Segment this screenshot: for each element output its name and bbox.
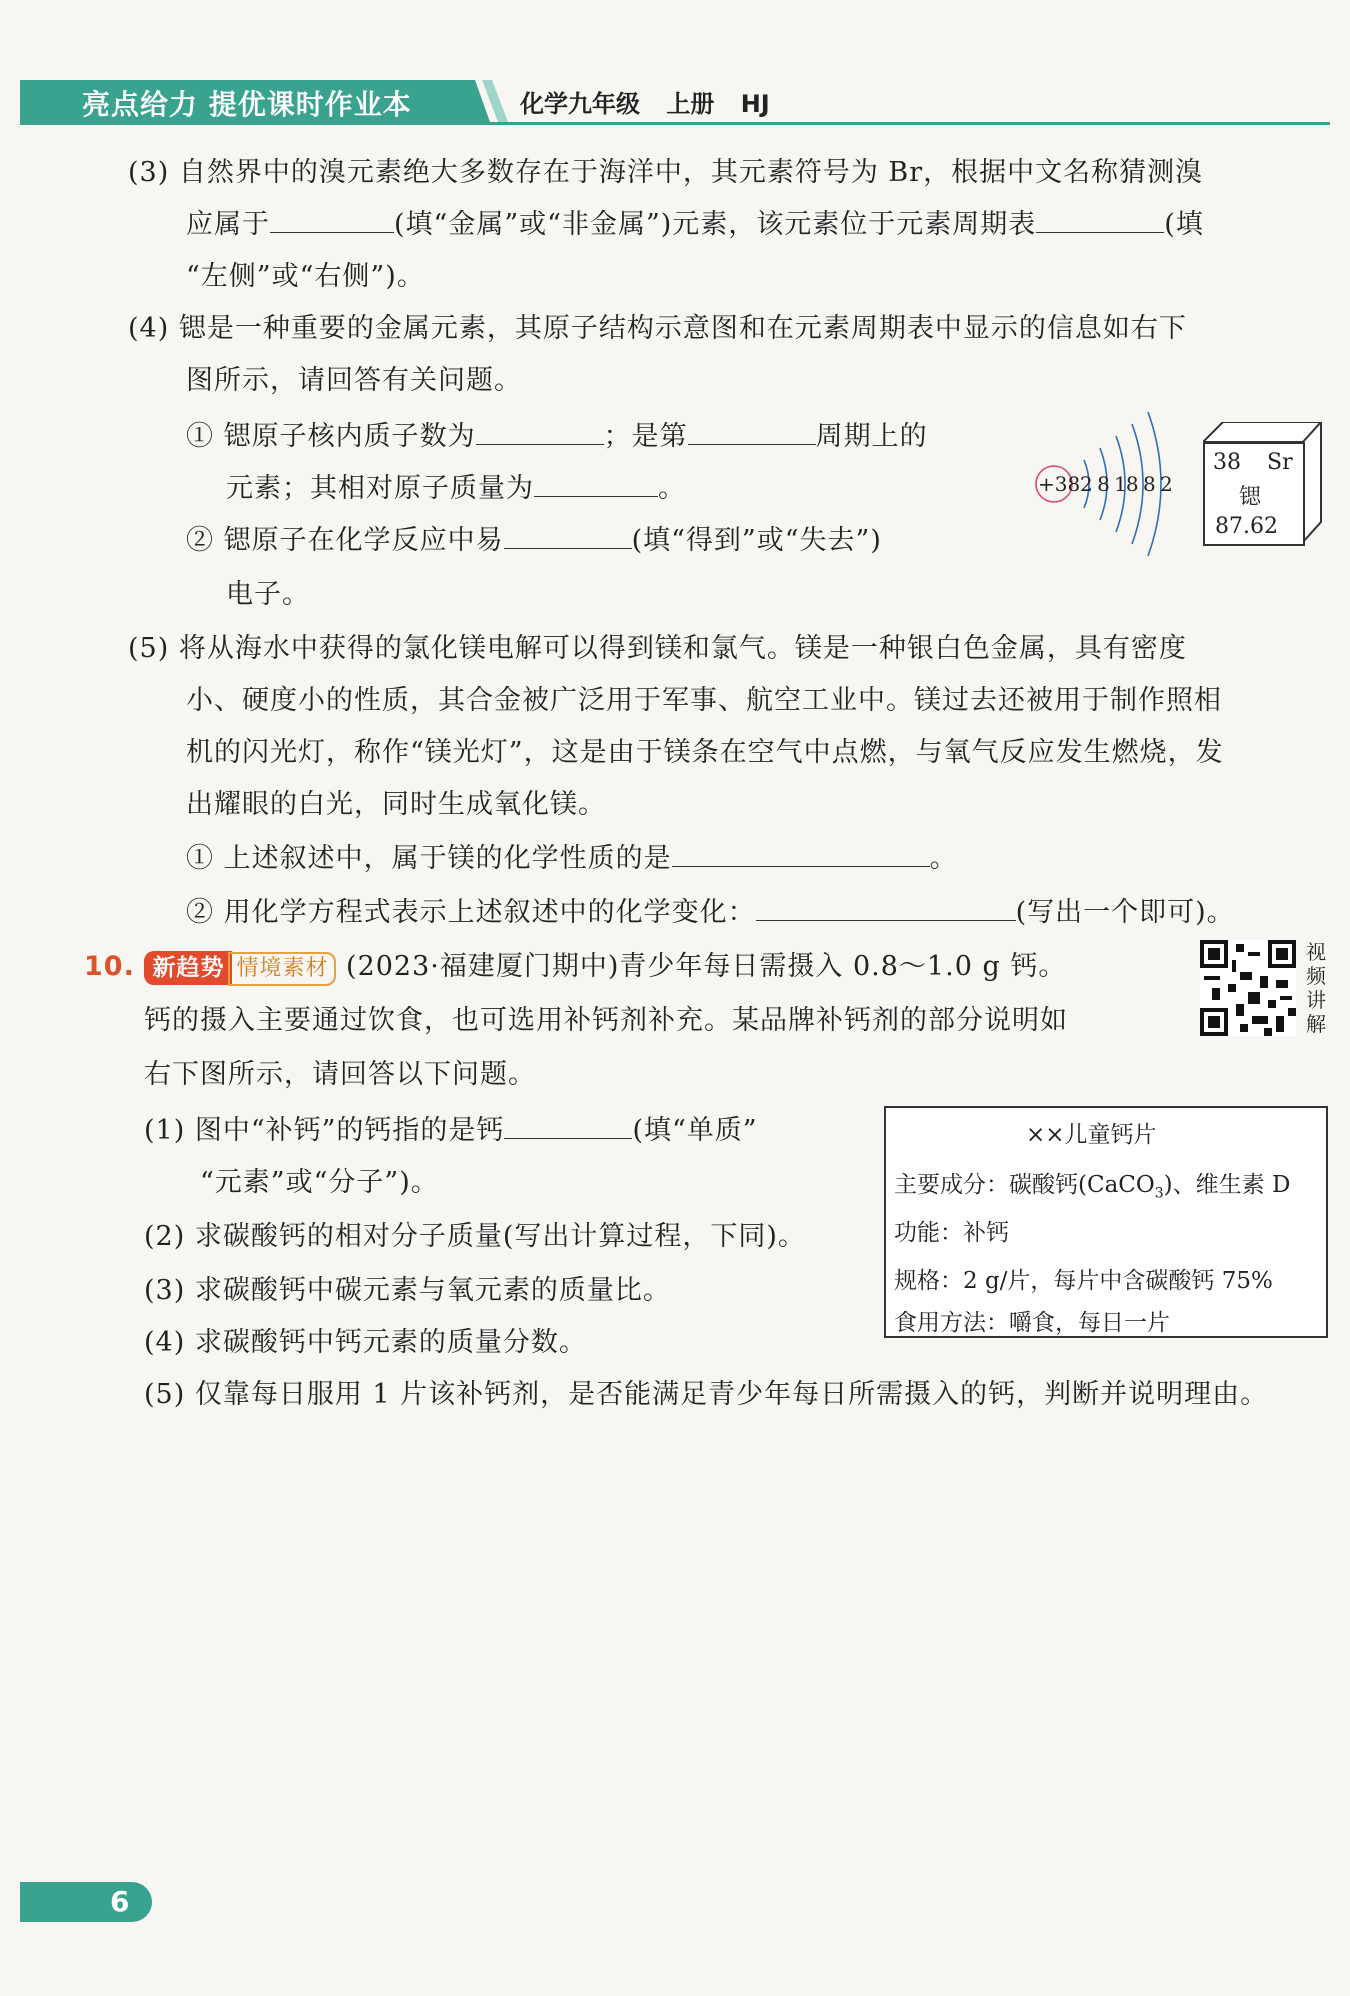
q9-p4-line1: (4) 锶是一种重要的金属元素，其原子结构示意图和在元素周期表中显示的信息如右下	[128, 313, 1187, 344]
q9-p3-line2	[186, 202, 1204, 241]
text: 元素；其相对原子质量为	[226, 473, 534, 504]
text: ② 锶原子在化学反应中易	[186, 525, 504, 556]
label-function: 功能：补钙	[894, 1220, 1009, 1246]
answer-blank[interactable]	[270, 208, 394, 233]
q9-p4-sub2-line2: 电子。	[226, 579, 310, 610]
text: 。	[658, 473, 686, 504]
text: 主要成分：碳酸钙(CaCO	[894, 1172, 1155, 1198]
q10-p4: (4) 求碳酸钙中钙元素的质量分数。	[144, 1327, 587, 1358]
element-name: 锶	[1239, 485, 1262, 510]
page-number-tab	[20, 1882, 152, 1922]
q9-p5-sub1	[186, 836, 958, 875]
periodic-table-cell	[1203, 422, 1321, 542]
atom-electron-shells: 2 8 18 8 2	[1080, 472, 1172, 496]
answer-blank[interactable]	[504, 1114, 632, 1139]
text: (填“得到”或“失去”)	[631, 525, 882, 556]
strontium-atom-diagram	[1032, 410, 1202, 570]
q9-p5-line3: 机的闪光灯，称作“镁光灯”，这是由于镁条在空气中点燃，与氧气反应发生燃烧，发	[186, 737, 1224, 768]
q9-p4-line2: 图所示，请回答有关问题。	[186, 365, 522, 396]
text: (填“单质”	[632, 1115, 758, 1146]
trend-tag: 新趋势	[144, 951, 232, 985]
header-rule	[20, 122, 1330, 125]
answer-blank[interactable]	[504, 524, 632, 549]
text: (写出一个即可)。	[1015, 897, 1235, 928]
atomic-number: 38	[1213, 450, 1241, 475]
series-title: 亮点给力 提优课时作业本	[82, 88, 412, 121]
answer-blank[interactable]	[672, 842, 930, 867]
label-spec: 规格：2 g/片，每片中含碳酸钙 75%	[894, 1268, 1273, 1294]
q10-p1-line2: “元素”或“分子”)。	[200, 1167, 439, 1198]
q10-p5: (5) 仅靠每日服用 1 片该补钙剂，是否能满足青少年每日所需摄入的钙，判断并说明理由。	[144, 1379, 1269, 1410]
book-subject: 化学九年级 上册 HJ	[520, 90, 770, 118]
label-title: ××儿童钙片	[1026, 1122, 1157, 1148]
text: (填	[1164, 209, 1204, 240]
text: ① 锶原子核内质子数为	[186, 421, 476, 452]
atomic-mass: 87.62	[1215, 514, 1278, 539]
q10-line1	[84, 944, 1066, 986]
label-usage: 食用方法：嚼食，每日一片	[894, 1310, 1170, 1336]
text: 应属于	[186, 209, 270, 240]
q9-p5-line1: (5) 将从海水中获得的氯化镁电解可以得到镁和氯气。镁是一种银白色金属，具有密度	[128, 633, 1187, 664]
element-symbol: Sr	[1267, 450, 1293, 475]
label-ingredients	[894, 1166, 1290, 1202]
q9-p5-sub2	[186, 890, 1235, 929]
text: ① 上述叙述中，属于镁的化学性质的是	[186, 843, 672, 874]
q9-p4-sub1-line1	[186, 414, 928, 453]
scenario-tag: 情境素材	[228, 952, 336, 986]
text: (1) 图中“补钙”的钙指的是钙	[144, 1115, 505, 1146]
q10-p2: (2) 求碳酸钙的相对分子质量(写出计算过程，下同)。	[144, 1221, 806, 1252]
answer-blank[interactable]	[534, 472, 658, 497]
q9-p5-line2: 小、硬度小的性质，其合金被广泛用于军事、航空工业中。镁过去还被用于制作照相	[186, 685, 1222, 716]
question-number: 10.	[84, 951, 135, 982]
text: 。	[929, 843, 958, 874]
text: ；是第	[603, 421, 688, 452]
q9-p3-line3: “左侧”或“右侧”)。	[186, 261, 425, 292]
subscript: 3	[1154, 1185, 1164, 1202]
q10-line2: 钙的摄入主要通过饮食，也可选用补钙剂补充。某品牌补钙剂的部分说明如	[144, 1005, 1068, 1036]
q9-p4-sub2-line1	[186, 518, 882, 557]
q9-p4-sub1-line2	[226, 466, 686, 505]
qr-code-icon	[1200, 940, 1296, 1036]
answer-blank[interactable]	[476, 420, 604, 445]
calcium-tablet-label	[884, 1106, 1328, 1338]
text: ② 用化学方程式表示上述叙述中的化学变化：	[186, 897, 756, 928]
q10-p1-line1	[144, 1108, 758, 1147]
video-explanation-label: 视频讲解	[1306, 940, 1326, 1036]
q10-p3: (3) 求碳酸钙中碳元素与氧元素的质量比。	[144, 1275, 671, 1306]
q9-p5-line4: 出耀眼的白光，同时生成氧化镁。	[186, 789, 606, 820]
text: (填“金属”或“非金属”)元素，该元素位于元素周期表	[394, 209, 1037, 240]
qr-code[interactable]	[1200, 940, 1296, 1036]
answer-blank[interactable]	[756, 896, 1016, 921]
answer-blank[interactable]	[688, 420, 816, 445]
q10-line3: 右下图所示，请回答以下问题。	[144, 1059, 536, 1090]
page-header	[20, 80, 1330, 122]
page-number: 6	[110, 1885, 130, 1918]
q9-p3-line1: (3) 自然界中的溴元素绝大多数存在于海洋中，其元素符号为 Br，根据中文名称猜测溴	[128, 157, 1204, 188]
atom-nucleus: +38	[1038, 472, 1081, 496]
answer-blank[interactable]	[1036, 208, 1164, 233]
text: )、维生素 D	[1163, 1172, 1291, 1198]
text: (2023·福建厦门期中)青少年每日需摄入 0.8～1.0 g 钙。	[346, 951, 1067, 982]
text: 周期上的	[815, 421, 928, 452]
